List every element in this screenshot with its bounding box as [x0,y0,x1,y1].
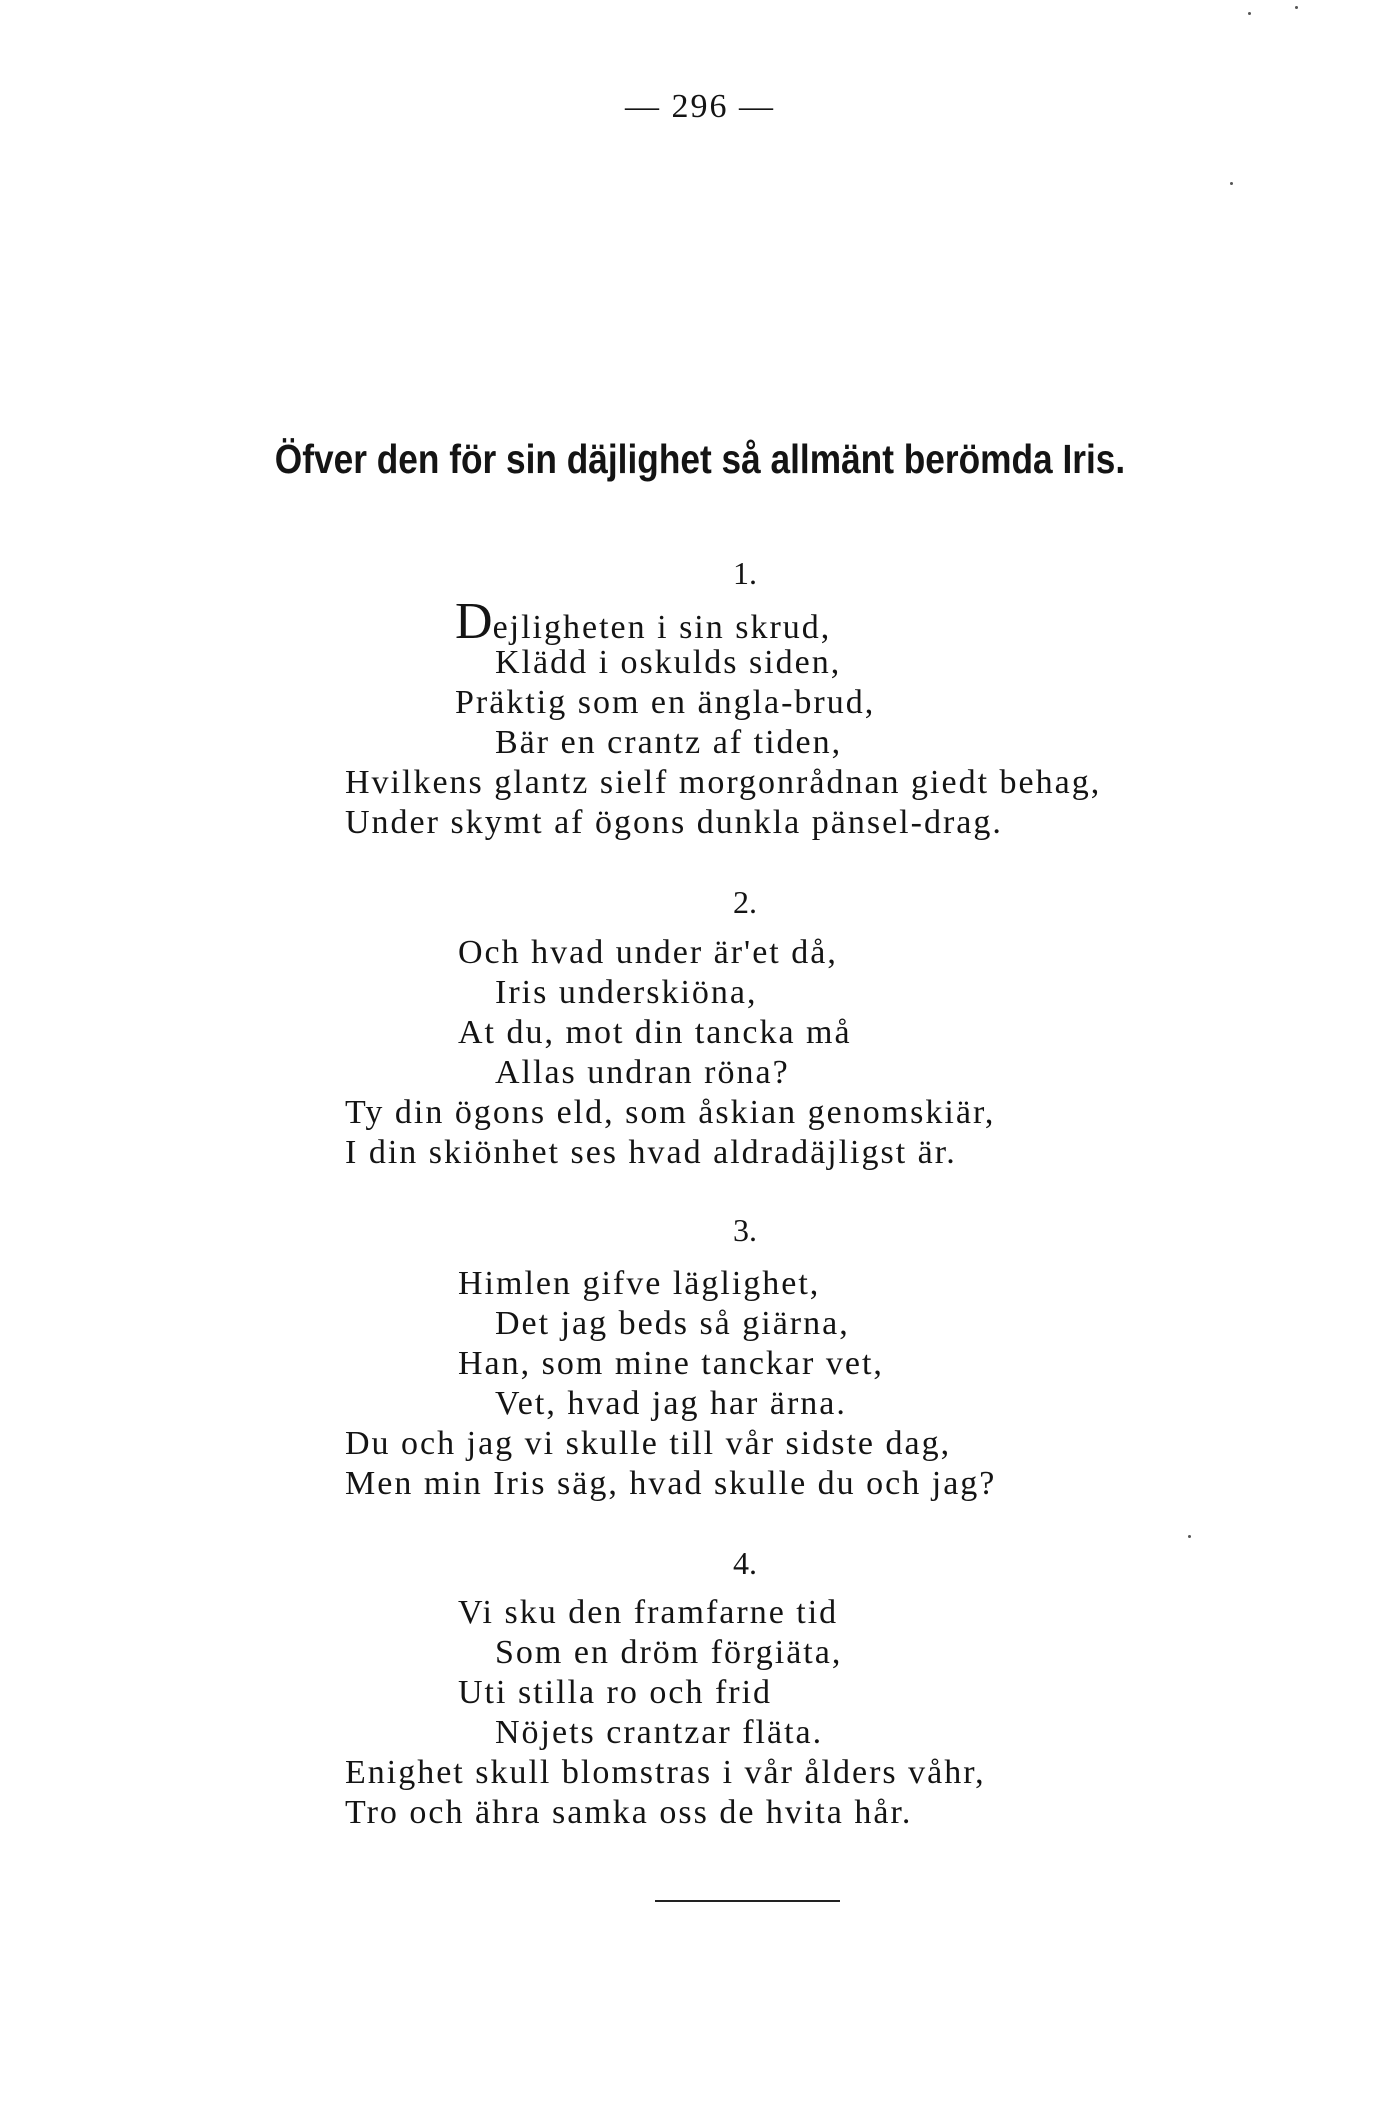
verse-line: Präktig som en ängla-brud, [455,684,876,721]
verse-line: Tro och ähra samka oss de hvita hår. [345,1794,913,1831]
drop-cap: D [455,593,493,650]
stanza-number: 1. [733,555,757,591]
verse-line: Bär en crantz af tiden, [495,724,843,761]
verse-line: Iris underskiöna, [495,974,758,1011]
verse-line: Uti stilla ro och frid [458,1674,773,1711]
verse-line-text: ejligheten i sin skrud, [492,609,832,646]
scan-speck [1295,6,1298,9]
verse-line: Du och jag vi skulle till vår sidste dag, [345,1425,952,1462]
verse-line: Under skymt af ögons dunkla pänsel-drag. [345,804,1003,841]
verse-line: Men min Iris säg, hvad skulle du och jag? [345,1465,997,1502]
scan-speck [1230,182,1233,185]
verse-line: Enighet skull blomstras i vår ålders våhr, [345,1754,986,1791]
scan-speck [1188,1535,1191,1538]
verse-line: Som en dröm förgiäta, [495,1634,843,1671]
verse-line: Och hvad under är'et då, [458,934,838,971]
verse-line: I din skiönhet ses hvad aldradäjligst är. [345,1134,957,1171]
verse-line: Vi sku den framfarne tid [458,1594,839,1631]
stanza-number: 2. [733,884,757,920]
verse-line: Allas undran röna? [495,1054,790,1091]
verse-line: Det jag beds så giärna, [495,1305,850,1342]
verse-line: Hvilkens glantz sielf morgonrådnan giedt behag, [345,764,1102,801]
stanza-number: 3. [733,1212,757,1248]
verse-line: Han, som mine tanckar vet, [458,1345,884,1382]
verse-line: Klädd i oskulds siden, [495,644,842,681]
verse-line: Himlen gifve läglighet, [458,1265,821,1302]
verse-line: Ty din ögons eld, som åskian genomskiär, [345,1094,996,1131]
verse-line [455,593,832,650]
stanza-number: 4. [733,1545,757,1581]
scan-speck [1248,12,1251,15]
verse-line: Vet, hvad jag har ärna. [495,1385,847,1422]
verse-line: At du, mot din tancka må [458,1014,852,1051]
end-rule [655,1900,840,1902]
verse-line: Nöjets crantzar fläta. [495,1714,824,1751]
poem-title: Öfver den för sin däjlighet så allmänt berömda Iris. [274,436,1126,482]
page-number: — 296 — [625,88,775,125]
